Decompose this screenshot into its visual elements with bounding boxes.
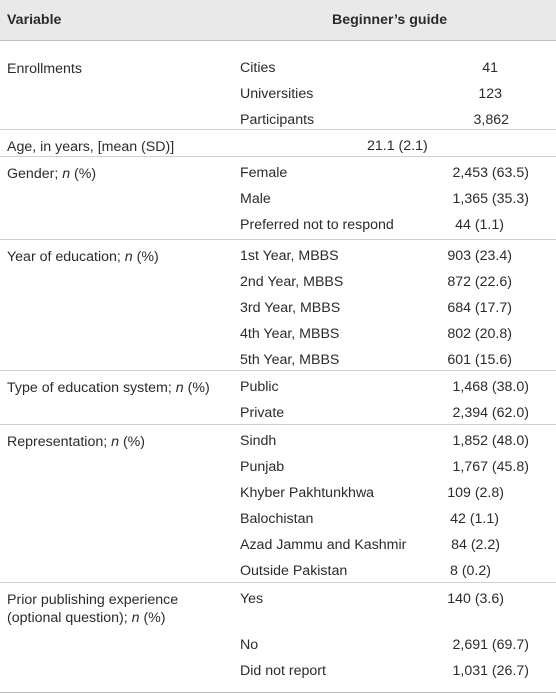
value: 1,852 (48.0) — [452, 433, 529, 449]
sub-label: Did not report — [240, 663, 326, 679]
table-row — [0, 160, 556, 186]
sub-label: Preferred not to respond — [240, 217, 394, 233]
sub-label: Azad Jammu and Kashmir — [240, 537, 407, 553]
n-symbol: n — [62, 166, 71, 182]
sub-label: No — [240, 637, 259, 653]
n-symbol: n — [175, 380, 184, 396]
value: 42 (1.1) — [450, 511, 499, 527]
value: 3,862 — [473, 112, 509, 128]
sub-label: Yes — [240, 591, 264, 607]
table-row — [0, 658, 556, 684]
sub-label: Participants — [240, 112, 315, 128]
table-row — [0, 321, 556, 347]
value: 8 (0.2) — [449, 563, 491, 579]
sub-label: 4th Year, MBBS — [240, 326, 340, 342]
sub-label: Sindh — [240, 433, 277, 449]
value: 140 (3.6) — [447, 591, 504, 607]
table-row — [0, 81, 556, 107]
table-row — [0, 632, 556, 658]
value: 2,453 (63.5) — [452, 165, 529, 181]
table-row — [0, 186, 556, 212]
table-row — [0, 347, 556, 373]
sub-label: 3rd Year, MBBS — [240, 300, 341, 316]
label-text: (%) — [70, 166, 97, 182]
table-row — [0, 480, 556, 506]
table-row — [0, 428, 556, 454]
group-representation — [0, 425, 556, 583]
sub-label: Female — [240, 165, 288, 181]
label-text: (%) — [139, 610, 166, 626]
label-text: (%) — [183, 380, 210, 396]
table-row — [0, 269, 556, 295]
table-row — [0, 558, 556, 584]
n-symbol: n — [111, 434, 119, 450]
value: 84 (2.2) — [451, 537, 500, 553]
table-row — [0, 532, 556, 558]
table-row — [0, 586, 556, 612]
sub-label: Public — [240, 379, 279, 395]
value: 44 (1.1) — [455, 217, 504, 233]
label-text: (%) — [119, 434, 146, 450]
value: 684 (17.7) — [447, 300, 512, 316]
variable-label: Age, in years, [mean (SD)] — [7, 139, 175, 155]
label-text: Representation; — [7, 434, 112, 450]
table-row — [0, 55, 556, 81]
sub-label: Cities — [240, 60, 276, 76]
group-enrollments — [0, 40, 556, 130]
label-text: Prior publishing experience — [7, 592, 179, 608]
value: 1,365 (35.3) — [452, 191, 529, 207]
sub-label: Punjab — [240, 459, 285, 475]
table-row — [0, 212, 556, 238]
n-symbol: n — [131, 610, 140, 626]
header-variable: Variable — [7, 12, 62, 28]
value: 2,394 (62.0) — [452, 405, 529, 421]
table-row — [0, 400, 556, 426]
label-text: (optional question); — [7, 610, 132, 626]
table-header — [0, 0, 556, 41]
value: 903 (23.4) — [447, 248, 512, 264]
sub-label: Balochistan — [240, 511, 314, 527]
variable-label: Enrollments — [7, 61, 82, 77]
sub-label: Private — [240, 405, 285, 421]
value: 123 — [478, 86, 502, 102]
table-row — [0, 295, 556, 321]
sub-label: 5th Year, MBBS — [240, 352, 340, 368]
value: 2,691 (69.7) — [452, 637, 529, 653]
value: 1,468 (38.0) — [452, 379, 529, 395]
label-text: Type of education system; — [7, 380, 176, 396]
sub-label: Khyber Pakhtunkhwa — [240, 485, 375, 501]
sub-label: Outside Pakistan — [240, 563, 348, 579]
label-text: Year of education; — [7, 249, 125, 265]
value: 601 (15.6) — [447, 352, 512, 368]
group-year-of-education — [0, 240, 556, 371]
table-row — [0, 374, 556, 400]
table-row — [0, 506, 556, 532]
sub-label: Universities — [240, 86, 314, 102]
value: 802 (20.8) — [447, 326, 512, 342]
group-education-system — [0, 371, 556, 425]
group-age — [0, 130, 556, 157]
table-row — [0, 243, 556, 269]
sub-label: 1st Year, MBBS — [240, 248, 339, 264]
label-text: Gender; — [7, 166, 63, 182]
value: 41 — [482, 60, 498, 76]
group-prior-publishing — [0, 583, 556, 692]
value: 872 (22.6) — [447, 274, 512, 290]
label-text: (%) — [132, 249, 159, 265]
table-row — [0, 454, 556, 480]
value: 1,031 (26.7) — [452, 663, 529, 679]
sub-label: Male — [240, 191, 271, 207]
n-symbol: n — [124, 249, 133, 265]
value: 21.1 (2.1) — [367, 138, 428, 154]
sub-label: 2nd Year, MBBS — [240, 274, 344, 290]
header-beginners-guide: Beginner’s guide — [332, 12, 448, 28]
value: 1,767 (45.8) — [452, 459, 529, 475]
group-gender — [0, 157, 556, 240]
value: 109 (2.8) — [447, 485, 504, 501]
